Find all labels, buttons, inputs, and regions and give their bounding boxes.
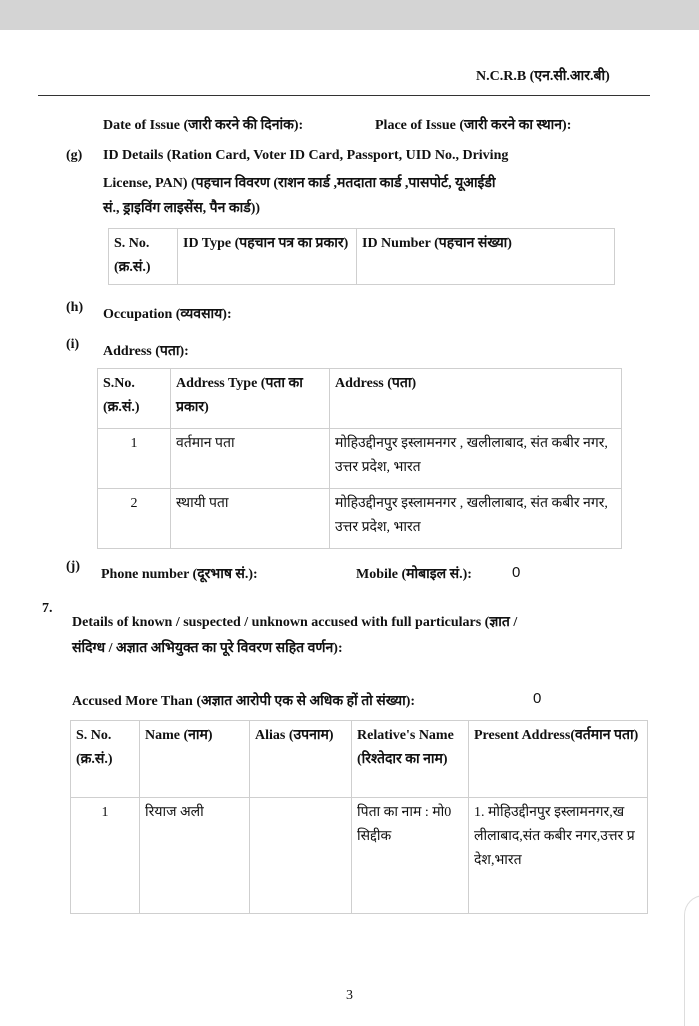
col-alias: Alias (उपनाम)	[250, 721, 352, 798]
cell-relative-name: पिता का नाम : मो0 सिद्दीक	[352, 798, 469, 914]
section-g-line3: सं., ड्राइविंग लाइसेंस, पैन कार्ड))	[103, 201, 261, 216]
date-of-issue-label: Date of Issue (जारी करने की दिनांक):	[103, 118, 304, 133]
col-address: Address (पता)	[330, 369, 622, 429]
table-row	[98, 489, 622, 549]
mobile-label: Mobile (मोबाइल सं.):	[356, 567, 472, 582]
section-j-marker: (j)	[66, 559, 80, 574]
col-name: Name (नाम)	[140, 721, 250, 798]
col-address-type: Address Type (पता का प्रकार)	[171, 369, 330, 429]
section-7-line2: संदिग्ध / अज्ञात अभियुक्त का पूरे विवरण सहित वर्णन):	[72, 641, 343, 656]
top-bar	[0, 0, 699, 30]
cell-sno: 2	[98, 489, 171, 549]
table-row	[71, 798, 648, 914]
header-org: N.C.R.B (एन.सी.आर.बी)	[476, 69, 610, 84]
section-g-line2: License, PAN) (पहचान विवरण (राशन कार्ड ,मतदाता कार्ड ,पासपोर्ट, यूआईडी	[103, 176, 496, 191]
accused-more-value: 0	[533, 690, 542, 707]
occupation-label: Occupation (व्यवसाय):	[103, 307, 232, 322]
accused-table	[70, 720, 648, 914]
page-edge-curl	[684, 895, 699, 1026]
place-of-issue-label: Place of Issue (जारी करने का स्थान):	[375, 118, 572, 133]
cell-sno: 1	[98, 429, 171, 489]
accused-more-label: Accused More Than (अज्ञात आरोपी एक से अधिक हों तो संख्या):	[72, 694, 416, 709]
col-present-address: Present Address(वर्तमान पता)	[469, 721, 648, 798]
col-relative-name: Relative's Name (रिश्तेदार का नाम)	[352, 721, 469, 798]
section-h-marker: (h)	[66, 300, 84, 315]
col-sno: S.No. (क्र.सं.)	[98, 369, 171, 429]
address-label: Address (पता):	[103, 344, 189, 359]
cell-address-type: वर्तमान पता	[171, 429, 330, 489]
address-table	[97, 368, 622, 549]
col-sno: S. No. (क्र.सं.)	[109, 229, 178, 285]
section-7-marker: 7.	[42, 601, 53, 616]
page-number: 3	[346, 988, 353, 1003]
section-g-line1: ID Details (Ration Card, Voter ID Card, Passport, UID No., Driving	[103, 148, 509, 163]
phone-label: Phone number (दूरभाष सं.):	[101, 567, 258, 582]
col-sno: S. No. (क्र.सं.)	[71, 721, 140, 798]
mobile-value: 0	[512, 564, 521, 581]
section-g-marker: (g)	[66, 148, 83, 163]
section-i-marker: (i)	[66, 337, 80, 352]
cell-address: मोहिउद्दीनपुर इस्लामनगर , खलीलाबाद, संत कबीर नगर, उत्तर प्रदेश, भारत	[330, 429, 622, 489]
id-details-table	[108, 228, 615, 285]
header-divider	[38, 95, 650, 96]
cell-address: मोहिउद्दीनपुर इस्लामनगर , खलीलाबाद, संत कबीर नगर, उत्तर प्रदेश, भारत	[330, 489, 622, 549]
col-id-type: ID Type (पहचान पत्र का प्रकार)	[178, 229, 357, 285]
cell-alias	[250, 798, 352, 914]
cell-address-type: स्थायी पता	[171, 489, 330, 549]
cell-name: रियाज अली	[140, 798, 250, 914]
section-7-line1: Details of known / suspected / unknown accused with full particulars (ज्ञात /	[72, 615, 518, 630]
cell-sno: 1	[71, 798, 140, 914]
col-id-number: ID Number (पहचान संख्या)	[357, 229, 615, 285]
cell-present-address: 1. मोहिउद्दीनपुर इस्लामनगर,खलीलाबाद,संत कबीर नगर,उत्तर प्रदेश,भारत	[469, 798, 648, 914]
table-row	[98, 429, 622, 489]
